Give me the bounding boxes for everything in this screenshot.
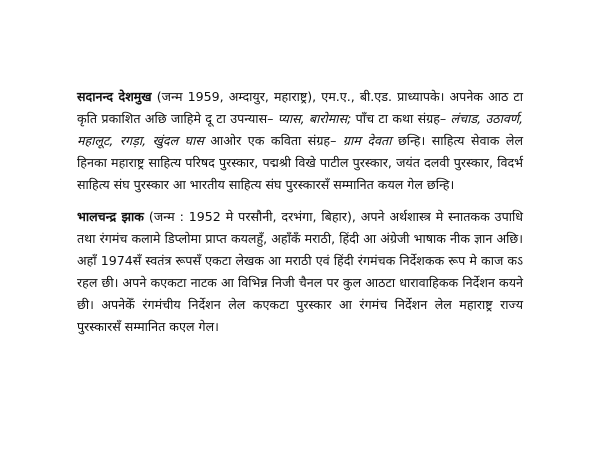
poetry-collection-title: ग्राम देवता bbox=[342, 133, 392, 148]
bio-text: पाँच टा कथा संग्रह– bbox=[351, 111, 451, 126]
story-collection-titles: लंचाड, उठावर्ण, महालूट, रगड़ा, खुंदल घास bbox=[77, 111, 523, 148]
novel-titles: प्यास, बारोमास; bbox=[277, 111, 352, 126]
bio-paragraph-bhalchandra bbox=[77, 206, 523, 338]
bio-text: (जन्म 1959, अम्दायुर, महाराष्ट्र), एम.ए., बी.एड. प्राध्यापके। अपनेक आठ टा कृति प्रकाशित अछि जाहिमे दू टा उपन्यास– bbox=[77, 89, 523, 126]
bio-paragraph-sadanand bbox=[77, 86, 523, 196]
bio-text: आओर एक कविता संग्रह– bbox=[203, 133, 343, 148]
bio-text: (जन्म : 1952 मे परसौनी, दरभंगा, बिहार), अपने अर्थशास्त्र मे स्नातकक उपाधि तथा रंगमंच कलामे डिप्लोमा प्राप्त कयलहुँ, अहाँकँ मराठी, हिंदी आ अंग्रेजी भाषाक नीक ज्ञान अछि। अहाँ 1974सँ स्वतंत्र रूपसँ एकटा लेखक आ मराठी एवं हिंदी रंगमंचक निर्देशकक रूप मे काज कऽ रहल छी। अपने कएकटा नाटक आ विभिन्न निजी चैनल पर कुल आठटा धारावाहिकक निर्देशन कयने छी। अपनेकेँ रंगमंचीय निर्देशन लेल कएकटा पुरस्कार आ रंगमंच निर्देशन लेल महाराष्ट्र राज्य पुरस्कारसँ सम्मानित कएल गेल। bbox=[77, 209, 523, 334]
document-body bbox=[77, 86, 523, 338]
bio-text: छन्हि। साहित्य सेवाक लेल हिनका महाराष्ट्र साहित्य परिषद पुरस्कार, पद्मश्री विखे पाटील पुरस्कार, जयंत दलवी पुरस्कार, विदर्भ साहित्य संघ पुरस्कार आ भारतीय साहित्य संघ पुरस्कारसँ सम्मानित कयल गेल छन्हि। bbox=[77, 133, 523, 192]
author-name: भालचन्द्र झाक bbox=[77, 209, 144, 224]
author-name: सदानन्द देशमुख bbox=[77, 89, 152, 104]
